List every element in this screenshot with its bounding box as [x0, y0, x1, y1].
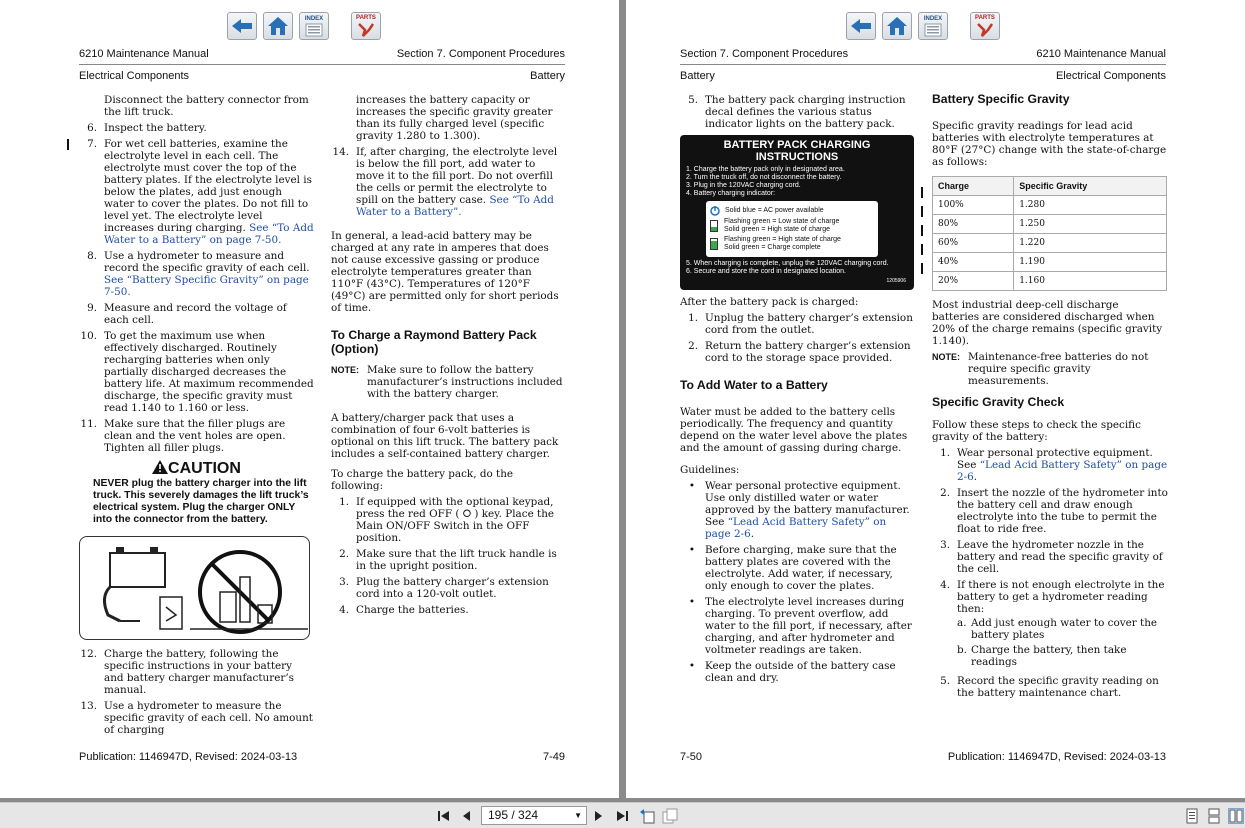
sg-heading: Battery Specific Gravity [932, 92, 1070, 106]
table-row: 40% 1.190 [933, 253, 1167, 272]
list-item: 8. Use a hydrometer to measure and record the specific gravity of each cell. See “Battery Specific Gravity” on page 7-50. [87, 250, 310, 298]
continued-text: increases the battery capacity or increases the specific gravity greater than its fully charged level (specific gravity 1.280 to 1.300). [356, 94, 553, 142]
sg-paragraph-2: Most industrial deep-cell discharge batteries are considered discharged when 20% of the charge remains (specific gravity 1.140). [932, 299, 1163, 347]
manual-title: 6210 Maintenance Manual [1036, 48, 1166, 60]
index-label: INDEX [304, 15, 324, 22]
indicator-legend: Solid blue = AC power available Flashing green = Low state of charge Solid green = High state of charge Flashing green = High state of charge Solid green = Charge complete [706, 201, 878, 257]
list-item: 2. Make sure that the lift truck handle is in the upright position. [339, 548, 557, 572]
header-row [680, 48, 1166, 60]
viewer-toolbar [0, 802, 1245, 828]
page-number-input[interactable]: 195 / 324 ▼ [481, 806, 587, 825]
check-heading: Specific Gravity Check [932, 395, 1065, 409]
battery-full-icon [710, 238, 718, 250]
nav-toolbar [227, 12, 381, 42]
list-item: 3. Plug the battery charger’s extension cord into a 120-volt outlet. [339, 576, 549, 600]
header-row [79, 48, 565, 60]
sg-paragraph: Specific gravity readings for lead acid batteries with electrolyte temperatures at 80°F (27°C) change with the state-of-charge as follows: [932, 120, 1167, 168]
change-bar [921, 225, 923, 236]
page-footer [79, 751, 565, 763]
back-button[interactable] [227, 12, 257, 40]
section-title: Section 7. Component Procedures [680, 48, 849, 60]
page-view-forward-button[interactable] [662, 808, 678, 824]
first-page-button[interactable] [436, 808, 452, 824]
caution-title: CAUTION [168, 460, 241, 477]
water-heading: To Add Water to a Battery [680, 378, 828, 392]
parts-button[interactable] [351, 12, 381, 40]
list-item: 12. Charge the battery, following the specific instructions in your battery and battery charger manufacturer’s manual. [80, 648, 294, 696]
intro-text: Disconnect the battery connector from the lift truck. [104, 94, 309, 118]
list-item: 13. Use a hydrometer to measure the specific gravity of each cell. No amount of charging [80, 700, 313, 736]
raymond-heading: To Charge a Raymond Battery Pack (Option) [331, 328, 537, 356]
power-icon [710, 206, 720, 216]
list-item: 1. If equipped with the optional keypad, press the red OFF ( ⭘ ) key. Place the Main ON/OFF Switch in the OFF position. [339, 496, 555, 544]
decal-title: BATTERY PACK CHARGING INSTRUCTIONS [723, 139, 871, 163]
two-page-icon [1229, 809, 1243, 823]
single-page-icon [1186, 808, 1198, 824]
list-item: 2. Insert the nozzle of the hydrometer into the battery cell and draw enough electrolyte into the tube to permit the float to ride free. [940, 487, 1168, 535]
note: NOTE: Make sure to follow the battery manufacturer’s instructions included with the battery charger. [331, 364, 563, 400]
battery-low-icon [710, 220, 718, 232]
caution-text: NEVER plug the battery charger into the lift truck. This severely damages the lift truck’s electrical system. Plug the charger ONLY into the connector from the battery. [93, 478, 309, 525]
charging-instructions-decal: BATTERY PACK CHARGING INSTRUCTIONS 1. Charge the battery pack only in designated area. 2. Turn the truck off, do not disconnect the battery. 3. Plug in the 120VAC charging cord. 4. Battery charging indicator: Solid blue = AC power available Flashing green = Low state of charge Solid green = High state of charge Flashing green = High state of charge Solid green = Charge complete 5. When charging is complete, unplug the 120VAC charging cord. 6. Secure and store the cord in designated location. 1205906 [680, 135, 914, 290]
index-label: INDEX [923, 15, 943, 22]
last-page-button[interactable] [614, 808, 630, 824]
parts-icon [357, 22, 375, 38]
subheader-row [79, 70, 565, 82]
link-add-water[interactable]: See “To Add Water to a Battery” on page 7-50. [104, 222, 314, 246]
parts-icon [976, 22, 994, 38]
list-item: 1. Wear personal protective equipment. See “Lead Acid Battery Safety” on page 2-6. [940, 447, 1168, 483]
home-icon [267, 16, 289, 36]
page-view-back-button[interactable] [639, 808, 655, 824]
steps-a [79, 122, 314, 454]
change-bar [921, 244, 923, 255]
right-column-2 [932, 92, 1168, 703]
check-intro: Follow these steps to check the specific gravity of the battery: [932, 419, 1141, 443]
list-item: 5. The battery pack charging instruction decal defines the various status indicator lights on the battery pack. [688, 94, 906, 130]
note: NOTE: Maintenance-free batteries do not require specific gravity measurements. [932, 351, 1149, 387]
list-item: • Before charging, make sure that the battery plates are covered with the electrolyte. Add water, if necessary, only enough to cover the plates. [688, 544, 897, 592]
home-icon [886, 16, 908, 36]
last-page-icon [615, 810, 629, 822]
page-number: 7-49 [542, 751, 565, 763]
link-specific-gravity[interactable]: See “Battery Specific Gravity” on page 7-50. [104, 274, 309, 298]
view-back-icon [639, 808, 655, 824]
list-icon [305, 23, 323, 37]
back-arrow-icon [849, 17, 873, 35]
table-header-row: Charge Specific Gravity [933, 177, 1167, 196]
specific-gravity-table [932, 176, 1167, 291]
link-battery-safety-2[interactable]: “Lead Acid Battery Safety” on page 2-6 [957, 459, 1168, 483]
index-button[interactable] [299, 12, 329, 40]
list-item: • The electrolyte level increases during charging. To prevent overflow, add water to the fill port, if necessary, after charging, and after hydrometer and voltmeter readings are taken. [688, 596, 912, 656]
view-forward-icon [662, 808, 678, 824]
chapter-title: Electrical Components [1055, 70, 1166, 82]
topic-title: Battery [530, 70, 565, 82]
guidelines-label: Guidelines: [680, 464, 740, 476]
index-button[interactable] [918, 12, 948, 40]
change-bar [921, 187, 923, 198]
list-item: 10. To get the maximum use when effectively discharged. Routinely recharging batteries when only partially discharged decreases the battery life. At maximum recommended discharge, the specific gravity must read 1.140 to 1.160 or less. [80, 330, 314, 414]
manual-title: 6210 Maintenance Manual [79, 48, 209, 60]
dropdown-caret-icon: ▼ [574, 811, 582, 820]
right-column-1 [680, 94, 915, 688]
list-icon [924, 23, 942, 37]
previous-page-icon [461, 810, 471, 822]
change-bar [921, 206, 923, 217]
list-item: 5. Record the specific gravity reading on the battery maintenance chart. [940, 675, 1159, 699]
page-footer [680, 751, 1166, 763]
parts-label: PARTS [356, 14, 376, 21]
sub-item: a. Add just enough water to cover the battery plates [957, 617, 1158, 641]
caution-box [79, 460, 314, 526]
list-item: 4. If there is not enough electrolyte in the battery to get a hydrometer reading then: a. Add just enough water to cover the battery plates b. Charge the battery, then take readings [932, 579, 1168, 671]
list-item: 9. Measure and record the voltage of each cell. [87, 302, 287, 326]
list-item: • Wear personal protective equipment. Use only distilled water or water approved by the battery manufacturer. See “Lead Acid Battery Safety” on page 2-6. [688, 480, 910, 540]
single-page-view-button[interactable] [1185, 808, 1199, 824]
continuous-page-icon [1208, 808, 1220, 824]
parts-label: PARTS [975, 14, 995, 21]
water-paragraph: Water must be added to the battery cells periodically. The frequency and quantity depend on the water level above the plates and the amount of gassing during charge. [680, 406, 908, 454]
list-item: 14. If, after charging, the electrolyte level is below the fill port, add water to move it to the fill port. Do not overfill the cells or permit the electrolyte to spill on the battery case. See “To Add Water to a Battery”. [332, 146, 558, 218]
list-item: 3. Leave the hydrometer nozzle in the battery and read the specific gravity of the cell. [940, 539, 1163, 575]
first-page-icon [437, 810, 451, 822]
publication-info: Publication: 1146947D, Revised: 2024-03-13 [79, 751, 298, 763]
chapter-title: Electrical Components [79, 70, 190, 82]
table-row: 20% 1.160 [933, 272, 1167, 291]
list-item: 2. Return the battery charger’s extension cord to the storage space provided. [688, 340, 911, 364]
list-item: 1. Unplug the battery charger’s extension cord from the outlet. [688, 312, 913, 336]
table-row: 60% 1.220 [933, 234, 1167, 253]
subheader-row [680, 70, 1166, 82]
previous-page-button[interactable] [458, 808, 474, 824]
battery-charger-illustration [79, 536, 310, 640]
two-page-view-button[interactable] [1228, 808, 1244, 824]
list-item: 4. Charge the batteries. [339, 604, 469, 616]
page-left [0, 0, 619, 798]
list-item: 11. Make sure that the filler plugs are clean and the vent holes are open. Tighten all filler plugs. [80, 418, 286, 454]
left-column-2 [331, 94, 566, 620]
page-right [626, 0, 1245, 798]
next-page-icon [594, 810, 604, 822]
page-number: 7-50 [680, 751, 703, 763]
list-item: • Keep the outside of the battery case clean and dry. [688, 660, 896, 684]
section-title: Section 7. Component Procedures [396, 48, 565, 60]
left-column-1 [79, 94, 314, 740]
next-page-button[interactable] [592, 808, 606, 824]
topic-title: Battery [680, 70, 715, 82]
list-item: 6. Inspect the battery. [87, 122, 207, 134]
link-battery-safety[interactable]: “Lead Acid Battery Safety” on page 2-6 [705, 516, 887, 540]
change-bar [67, 139, 69, 150]
home-button[interactable] [882, 12, 912, 40]
back-arrow-icon [230, 17, 254, 35]
change-bar [921, 263, 923, 274]
steps-b [79, 648, 314, 736]
general-paragraph: In general, a lead-acid battery may be charged at any rate in amperes that does not cause excessive gassing or produce electrolyte temperatures greater than 110°F (43°C). Temperatures of 120°F (49°C) are permitted only for short periods of time. [331, 230, 559, 314]
home-button[interactable] [263, 12, 293, 40]
continuous-view-button[interactable] [1207, 808, 1221, 824]
charger-diagram-icon [80, 537, 311, 641]
link-add-water-2[interactable]: See “To Add Water to a Battery”. [356, 194, 554, 218]
sub-item: b. Charge the battery, then take readings [957, 644, 1127, 668]
pack-intro: To charge the battery pack, do the following: [331, 468, 514, 492]
table-row: 100% 1.280 [933, 196, 1167, 215]
after-charged: After the battery pack is charged: [680, 296, 859, 308]
table-row: 80% 1.250 [933, 215, 1167, 234]
nav-toolbar [846, 12, 1000, 42]
list-item: 7. For wet cell batteries, examine the electrolyte level in each cell. The electrolyte must cover the top of the battery plates. If the electrolyte level is below the plates, add just enough water to cover the plates. Do not fill to level yet. The electrolyte level increases during charging. See “To Add Water to a Battery” on page 7-50. [87, 138, 314, 246]
publication-info: Publication: 1146947D, Revised: 2024-03-13 [947, 751, 1166, 763]
parts-button[interactable] [970, 12, 1000, 40]
back-button[interactable] [846, 12, 876, 40]
warning-icon [152, 460, 168, 474]
pack-paragraph: A battery/charger pack that uses a combination of four 6-volt batteries is optional on this lift truck. The battery pack includes a self-contained battery charger. [331, 412, 559, 460]
